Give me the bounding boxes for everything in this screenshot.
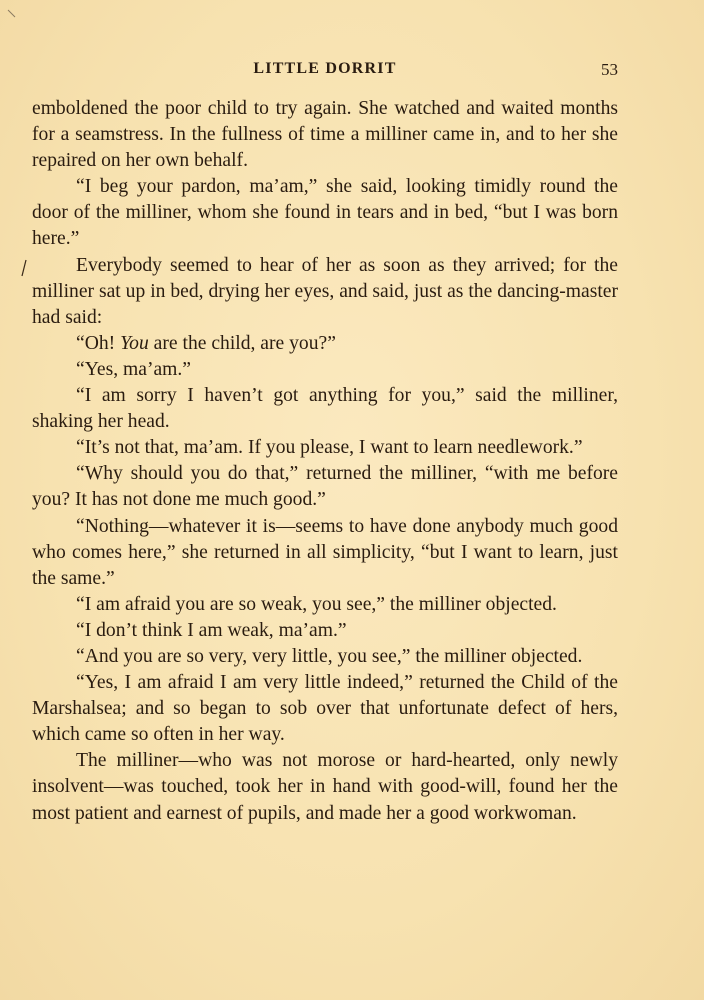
paragraph: Everybody seemed to hear of her as soon as they arrived; for the milliner sat up in bed, drying her eyes, and said, just as the dancing-master had said: [32,254,618,328]
running-title: LITTLE DORRIT [253,60,397,77]
page-number: 53 [601,60,618,79]
paragraph: “It’s not that, ma’am. If you please, I want to learn needlework.” [76,437,583,459]
italic-emphasis: You [120,332,149,354]
running-head [32,60,618,84]
paragraph: “I am sorry I haven’t got anything for you,” said the milliner, shaking her head. [32,385,618,433]
paragraph: “Yes, I am afraid I am very little indeed,” returned the Child of the Marshalsea; and so began to sob over that unfortunate defect of hers, which came so often in her way. [32,672,618,746]
body-text [32,96,618,827]
paragraph: “I don’t think I am weak, ma’am.” [76,619,347,641]
paragraph: “I am afraid you are so weak, you see,” the milliner objected. [76,593,557,615]
paragraph: “Why should you do that,” returned the milliner, “with me before you? It has not done me much good.” [32,463,618,511]
paragraph: “Nothing—whatever it is—seems to have done anybody much good who comes here,” she returned in all simplicity, “but I want to learn, just the same.” [32,515,618,589]
paragraph [32,331,618,357]
corner-mark [6,8,18,20]
paragraph: “Yes, ma’am.” [76,358,191,380]
paragraph-text: are the child, are you?” [148,332,336,354]
paragraph: The milliner—who was not morose or hard-hearted, only newly insolvent—was touched, took her in hand with good-will, found her the most patient and earnest of pupils, and made her a good workwoman. [32,750,618,824]
paragraph: emboldened the poor child to try again. She watched and waited months for a seamstress. In the fullness of time a milliner came in, and to her she repaired on her own behalf. [32,98,618,172]
pencil-margin-mark [18,258,30,278]
paragraph: “I beg your pardon, ma’am,” she said, looking timidly round the door of the milliner, whom she found in tears and in bed, “but I was born here.” [32,176,618,250]
paragraph-text: “Oh! [76,332,121,354]
paragraph: “And you are so very, very little, you see,” the milliner objected. [76,645,583,667]
